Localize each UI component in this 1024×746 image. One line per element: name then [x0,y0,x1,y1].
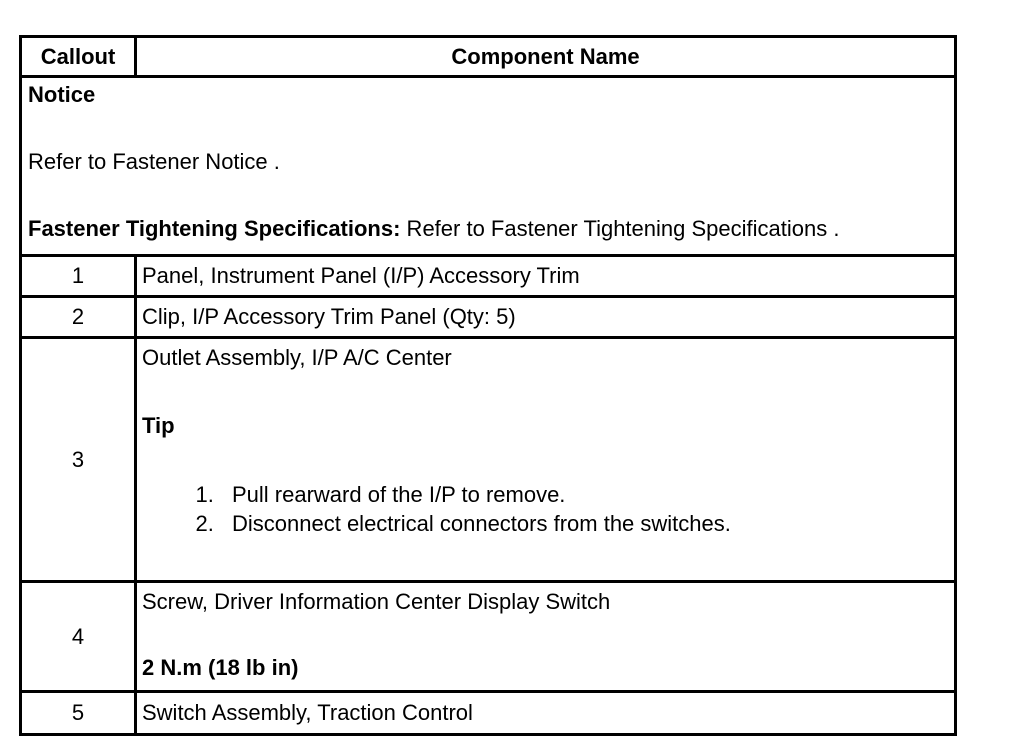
table-row [21,297,956,338]
callout-cell: 4 [21,582,136,692]
fastener-spec [28,216,948,242]
component-name-cell [136,338,956,582]
component-name-cell: Switch Assembly, Traction Control [136,692,956,735]
tip-step: 2. Disconnect electrical connectors from the switches. [220,509,954,538]
component-name: Screw, Driver Information Center Display Switch [142,589,611,614]
table-row [21,256,956,297]
component-name: Outlet Assembly, I/P A/C Center [142,345,452,370]
component-table [19,35,957,736]
tip-heading: Tip [142,413,175,438]
component-name-cell: Panel, Instrument Panel (I/P) Accessory Trim [136,256,956,297]
table-row [21,692,956,735]
fastener-spec-text: Refer to Fastener Tightening Specifications . [400,216,840,241]
callout-cell: 1 [21,256,136,297]
notice-cell [21,77,956,256]
header-row [21,37,956,77]
component-name-cell [136,582,956,692]
notice-text: Refer to Fastener Notice . [28,149,280,174]
table-row [21,338,956,582]
component-name-cell: Clip, I/P Accessory Trim Panel (Qty: 5) [136,297,956,338]
callout-header: Callout [21,37,136,77]
torque-spec: 2 N.m (18 lb in) [142,655,299,680]
callout-cell: 3 [21,338,136,582]
table-row [21,582,956,692]
callout-cell: 5 [21,692,136,735]
tip-step: 1. Pull rearward of the I/P to remove. [220,480,954,509]
notice-heading: Notice [28,82,96,107]
callout-cell: 2 [21,297,136,338]
tip-steps [142,480,954,538]
fastener-spec-label: Fastener Tightening Specifications: [28,216,401,241]
notice-row [21,77,956,256]
component-name-header: Component Name [136,37,956,77]
